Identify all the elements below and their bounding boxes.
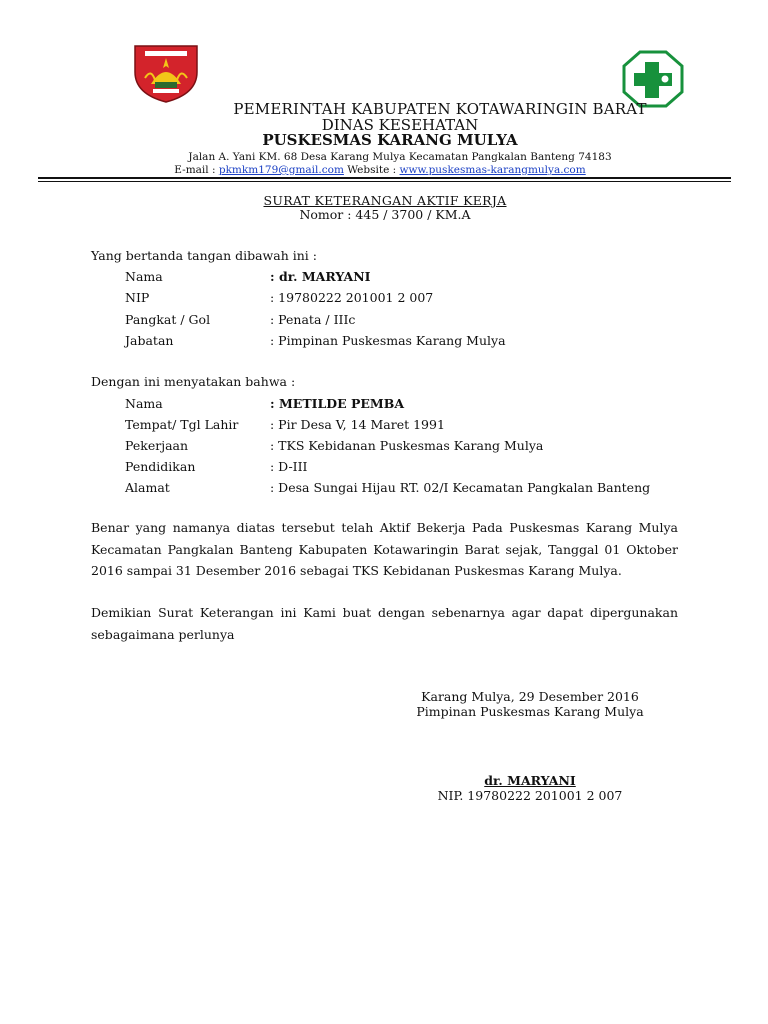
subject-job-value: : TKS Kebidanan Puskesmas Karang Mulya <box>270 438 544 453</box>
signatory-name-value: : dr. MARYANI <box>270 269 371 284</box>
document-number: Nomor : 445 / 3700 / KM.A <box>299 207 471 222</box>
letterhead-institution-line: PUSKESMAS KARANG MULYA <box>262 131 518 149</box>
signatory-position-label: Jabatan <box>125 333 174 348</box>
letterhead-divider <box>38 177 731 179</box>
signatory-rank-label: Pangkat / Gol <box>125 312 211 327</box>
subject-address-value: : Desa Sungai Hijau RT. 02/I Kecamatan Pangkalan Banteng <box>270 480 651 495</box>
regency-emblem-logo <box>131 42 201 104</box>
signatory-nip-label: NIP <box>125 290 150 305</box>
letterhead-contact <box>120 164 640 176</box>
subject-job-label: Pekerjaan <box>125 438 189 453</box>
signature-name: dr. MARYANI <box>484 773 576 788</box>
email-link[interactable]: pkmkm179@gmail.com <box>218 164 344 176</box>
letterhead-address: Jalan A. Yani KM. 68 Desa Karang Mulya Kecamatan Pangkalan Banteng 74183 <box>188 151 612 163</box>
letterhead-department-line: DINAS KESEHATAN <box>321 116 479 134</box>
email-label: E-mail : <box>174 164 219 176</box>
signatory-name-label: Nama <box>125 269 163 284</box>
signatory-intro: Yang bertanda tangan dibawah ini : <box>91 248 317 263</box>
subject-address-label: Alamat <box>125 480 170 495</box>
subject-birth-label: Tempat/ Tgl Lahir <box>125 417 239 432</box>
signatory-rank-value: : Penata / IIIc <box>270 312 356 327</box>
signature-nip: NIP. 19780222 201001 2 007 <box>437 788 623 803</box>
subject-name-label: Nama <box>125 396 163 411</box>
website-link[interactable]: www.puskesmas-karangmulya.com <box>399 164 586 176</box>
statement-paragraph: Benar yang namanya diatas tersebut telah Aktif Bekerja Pada Puskesmas Karang Mulya Kecamatan Pangkalan Banteng Kabupaten Kotawaringin Barat sejak, Tanggal 01 Oktober 2016 sampai 31 Desember 2016 sebagai TKS Kebidanan Puskesmas Karang Mulya. <box>91 520 678 578</box>
website-label: Website : <box>343 164 400 176</box>
signatory-nip-value: : 19780222 201001 2 007 <box>270 290 434 305</box>
letterhead-divider-thin <box>38 181 731 182</box>
signature-place-date: Karang Mulya, 29 Desember 2016 <box>421 689 639 704</box>
signatory-position-value: : Pimpinan Puskesmas Karang Mulya <box>270 333 506 348</box>
letterhead-government-line: PEMERINTAH KABUPATEN KOTAWARINGIN BARAT <box>233 100 647 118</box>
signature-position: Pimpinan Puskesmas Karang Mulya <box>416 704 644 719</box>
subject-education-value: : D-III <box>270 459 308 474</box>
closing-paragraph: Demikian Surat Keterangan ini Kami buat dengan sebenarnya agar dapat dipergunakan sebagaimana perlunya <box>91 605 678 642</box>
subject-birth-value: : Pir Desa V, 14 Maret 1991 <box>270 417 445 432</box>
subject-education-label: Pendidikan <box>125 459 196 474</box>
document-title: SURAT KETERANGAN AKTIF KERJA <box>263 193 507 208</box>
subject-intro: Dengan ini menyatakan bahwa : <box>91 374 296 389</box>
subject-name-value: : METILDE PEMBA <box>270 396 405 411</box>
